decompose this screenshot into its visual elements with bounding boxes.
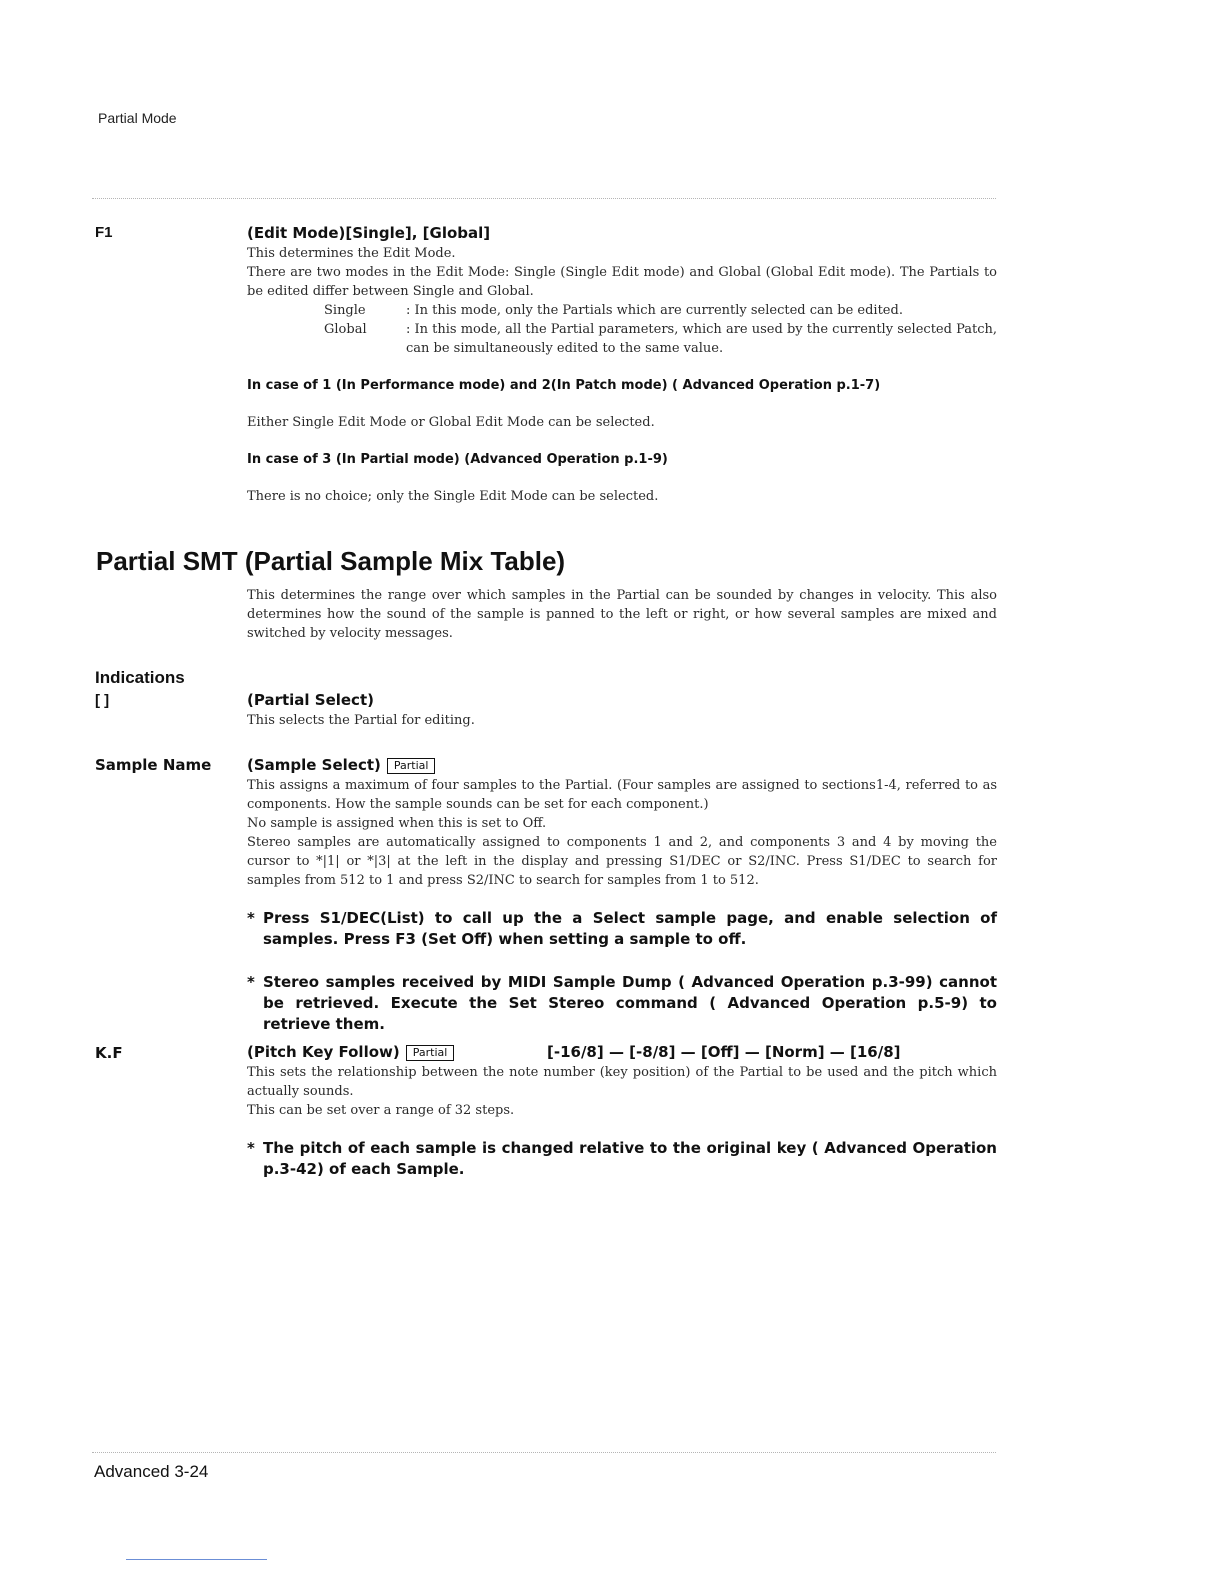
def-single-text: : In this mode, only the Partials which are currently selected can be edited.: [406, 303, 903, 318]
def-single-term: Single: [324, 303, 366, 318]
sample-p1: This assigns a maximum of four samples to the Partial. (Four samples are assigned to sections1-4, referred to as components. How the sample sounds can be set for each component.): [247, 778, 997, 812]
term-brackets: [ ]: [95, 692, 110, 709]
header-divider: [92, 198, 996, 199]
running-header: Partial Mode: [98, 110, 177, 126]
partial-tag: Partial: [387, 758, 436, 774]
kf-title-row: [247, 1042, 997, 1063]
def-single: [324, 301, 997, 320]
kf-title: (Pitch Key Follow): [247, 1043, 400, 1061]
partial-select-title: (Partial Select): [247, 691, 374, 709]
f1-title: (Edit Mode)[Single], [Global]: [247, 224, 491, 242]
kf-values: [-16/8] — [-8/8] — [Off] — [Norm] — [16/8]: [547, 1043, 901, 1061]
partial-tag: Partial: [406, 1045, 455, 1061]
partial-select-text: This selects the Partial for editing.: [247, 713, 475, 728]
section-title: Partial SMT (Partial Sample Mix Table): [96, 546, 566, 576]
page-number: Advanced 3-24: [94, 1462, 209, 1481]
def-global: [324, 320, 997, 358]
pitch-key-follow-entry: [247, 1042, 997, 1180]
sample-select-title-row: [247, 755, 997, 776]
sample-note-1: [247, 908, 997, 950]
asterisk-mark: *: [247, 973, 255, 991]
def-global-term: Global: [324, 322, 367, 337]
sample-note-1-text: Press S1/DEC(List) to call up the a Select sample page, and enable selection of samples. Press F3 (Set Off) when setting a sample to off.: [263, 909, 997, 948]
case1-heading: In case of 1 (In Performance mode) and 2(In Patch mode) ( Advanced Operation p.1-7): [247, 378, 881, 393]
kf-p1: This sets the relationship between the note number (key position) of the Partial to be used and the pitch which actually sounds.: [247, 1065, 997, 1099]
asterisk-mark: *: [247, 1139, 255, 1157]
indications-heading: Indications: [95, 668, 185, 687]
f1-line2: There are two modes in the Edit Mode: Single (Single Edit mode) and Global (Global Edit mode). The Partials to be edited differ between Single and Global.: [247, 265, 997, 299]
asterisk-mark: *: [247, 909, 255, 927]
term-kf: K.F: [95, 1044, 123, 1062]
case1-text: Either Single Edit Mode or Global Edit Mode can be selected.: [247, 415, 655, 430]
sample-p2: No sample is assigned when this is set to Off.: [247, 816, 547, 831]
sample-note-2-text: Stereo samples received by MIDI Sample Dump ( Advanced Operation p.3-99) cannot be retrieved. Execute the Set Stereo command ( Advanced Operation p.5-9) to retrieve them.: [263, 973, 997, 1033]
sample-note-2: [247, 972, 997, 1035]
case3-heading: In case of 3 (In Partial mode) (Advanced Operation p.1-9): [247, 452, 668, 467]
smt-intro-text: This determines the range over which samples in the Partial can be sounded by changes in velocity. This also determines how the sound of the sample is panned to the left or right, or how several samples are mixed and switched by velocity messages.: [247, 588, 997, 641]
case3-text: There is no choice; only the Single Edit Mode can be selected.: [247, 489, 659, 504]
kf-note-1: [247, 1138, 997, 1180]
f1-description: [247, 223, 997, 506]
sample-select-entry: [247, 755, 997, 1035]
kf-note-1-text: The pitch of each sample is changed relative to the original key ( Advanced Operation p.3-42) of each Sample.: [263, 1139, 997, 1178]
footer-underline: [126, 1559, 267, 1560]
term-f1: F1: [95, 224, 113, 241]
sample-p3: Stereo samples are automatically assigned to components 1 and 2, and components 3 and 4 by moving the cursor to *|1| or *|3| at the left in the display and pressing S1/DEC or S2/INC. Press S1/DEC to search for samples from 512 to 1 and press S2/INC to search for samples from 1 to 512.: [247, 835, 997, 888]
partial-select-entry: [247, 690, 997, 730]
sample-select-title: (Sample Select): [247, 756, 381, 774]
def-global-text: : In this mode, all the Partial parameters, which are used by the currently selected Patch, can be simultaneously edited to the same value.: [406, 322, 997, 356]
footer-divider: [92, 1452, 996, 1453]
kf-p2: This can be set over a range of 32 steps.: [247, 1103, 515, 1118]
f1-line1: This determines the Edit Mode.: [247, 246, 456, 261]
term-sample-name: Sample Name: [95, 756, 212, 774]
smt-intro: [247, 586, 997, 643]
